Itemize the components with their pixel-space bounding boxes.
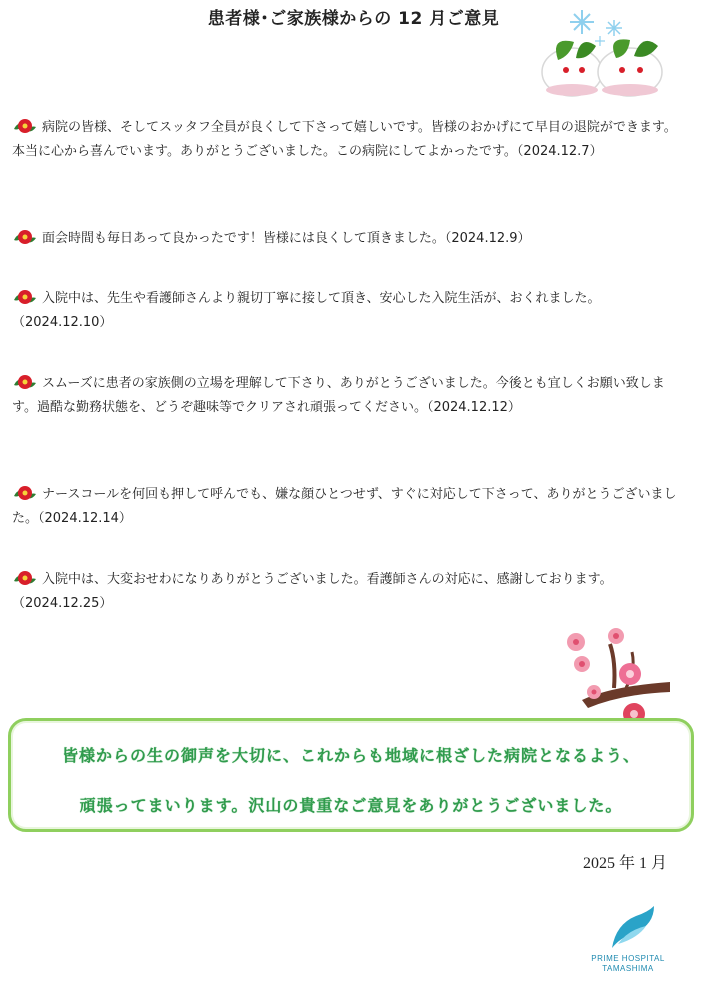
page-title: 患者様･ご家族様からの 12 月ご意見 (207, 9, 500, 29)
closing-message-line: 皆様からの生の御声を大切に、これからも地域に根ざした病院となるよう、 (61, 746, 640, 765)
comment-text: 面会時間も毎日あって良かったです！皆様には良くして頂きました。（2024.12.9） (42, 231, 531, 246)
plum-blossom-illustration (552, 622, 674, 732)
camellia-icon (12, 117, 38, 135)
comment-entry (12, 568, 677, 616)
comment-entry (12, 372, 677, 420)
comment-entry (12, 483, 677, 531)
comment-text: ナースコールを何回も押して呼んでも、嫌な顔ひとつせず、すぐに対応して下さって、ありがとうございました。（2024.12.14） (12, 487, 677, 526)
comment-entry (12, 116, 677, 164)
camellia-icon (12, 288, 38, 306)
comment-entry (12, 227, 677, 251)
snow-rabbit-illustration (536, 6, 668, 102)
snowflake-icon (595, 36, 605, 46)
logo-text: PRIME HOSPITAL (591, 954, 665, 963)
hospital-logo (578, 904, 678, 984)
camellia-icon (12, 373, 38, 391)
comment-text: 入院中は、先生や看護師さんより親切丁寧に接して頂き、安心した入院生活が、おくれました。（2024.12.10） (12, 291, 601, 330)
wave-logo-icon (598, 904, 658, 950)
camellia-icon (12, 484, 38, 502)
logo-text: TAMASHIMA (602, 964, 654, 973)
comment-text: スムーズに患者の家族側の立場を理解して下さり、ありがとうございました。今後とも宜しくお願い致します。過酷な勤務状態を、どうぞ趣味等でクリアされ頑張ってください。（2024.12.12） (12, 376, 665, 415)
comment-text: 入院中は、大変おせわになりありがとうございました。看護師さんの対応に、感謝しております。（2024.12.25） (12, 572, 613, 611)
closing-message-box (8, 718, 694, 832)
camellia-icon (12, 569, 38, 587)
camellia-icon (12, 228, 38, 246)
comment-entry (12, 287, 677, 335)
snowflake-icon (570, 10, 594, 34)
snowflake-icon (606, 20, 622, 36)
comment-text: 病院の皆様、そしてスッタフ全員が良くして下さって嬉しいです。皆様のおかげにて早目の退院ができます。本当に心から喜んでいます。ありがとうございました。この病院にしてよかったです。（2024.12.7） (12, 120, 677, 159)
issue-date: 2025 年 1 月 (582, 855, 667, 872)
closing-message-line: 頑張ってまいります。沢山の貴重なご意見をありがとうございました。 (79, 796, 623, 815)
